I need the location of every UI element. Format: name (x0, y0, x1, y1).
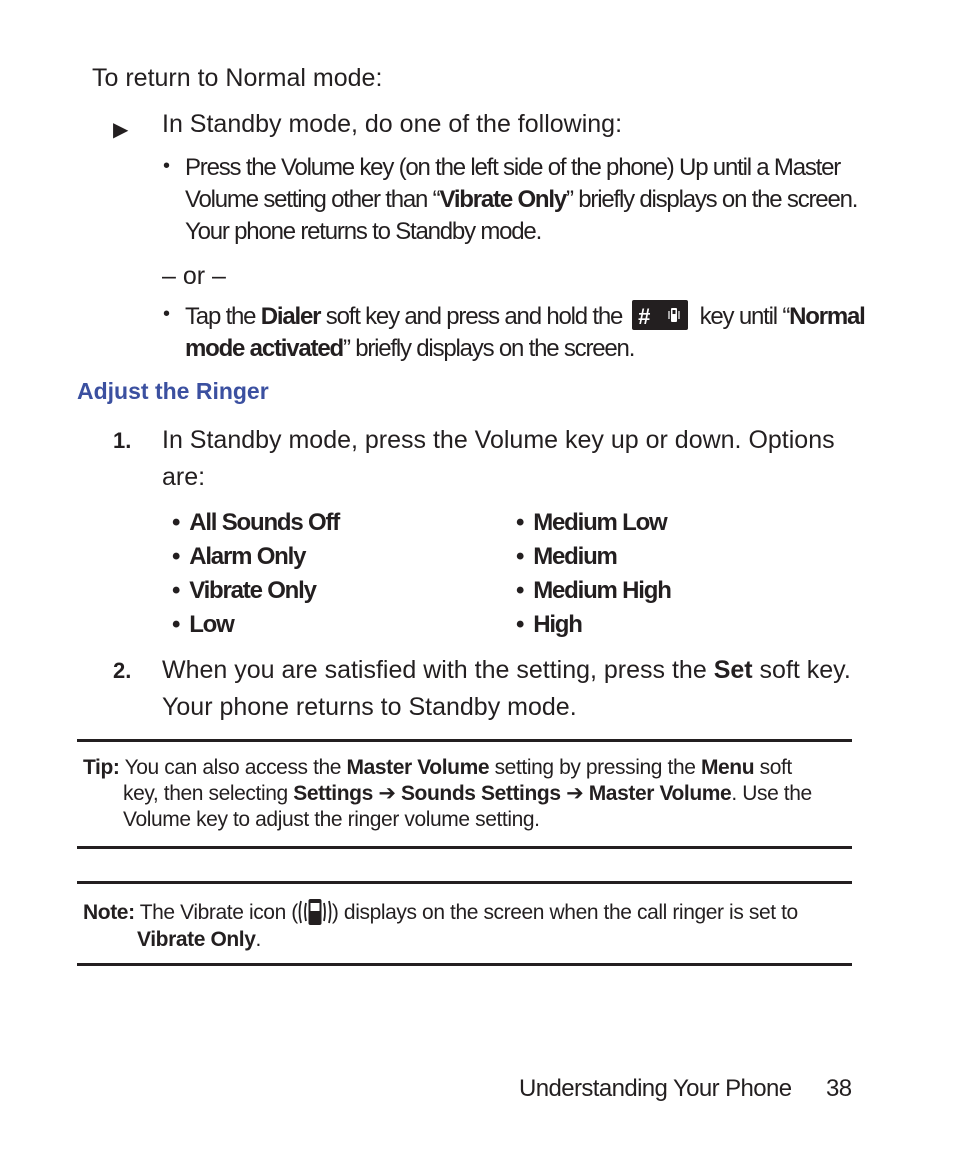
or-separator: – or – (162, 262, 226, 290)
bullet-icon: • (163, 155, 171, 177)
page-number: 38 (826, 1075, 852, 1102)
options-right-list (516, 509, 671, 645)
step-number: 1. (113, 428, 132, 453)
option-item: • Alarm Only (172, 543, 306, 570)
options-left-list (172, 509, 339, 645)
bold-term: Set (713, 656, 753, 684)
option-item: • Low (172, 611, 234, 638)
tip-bottom-rule (77, 846, 852, 849)
option-item: • Medium High (516, 577, 671, 604)
step-2-text: When you are satisfied with the setting, press the Set soft key. Your phone returns to Standby mode. (162, 656, 851, 721)
bullet-dialer (185, 300, 865, 365)
tip-label: Tip: (83, 756, 120, 779)
bullet-line: Volume setting other than “Vibrate Only” briefly displays on the screen. (185, 186, 858, 213)
option-item: • High (516, 611, 582, 638)
step-1-text: In Standby mode, press the Volume key up or down. Options are: (162, 426, 835, 491)
step-number: 2. (113, 658, 132, 683)
bold-term: Normal (789, 303, 865, 330)
note-top-rule (77, 881, 852, 884)
option-item: • Vibrate Only (172, 577, 316, 604)
note-label: Note: (83, 901, 135, 924)
vibrate-icon (298, 897, 332, 927)
bold-term: Dialer (260, 303, 321, 330)
step-instruction: In Standby mode, do one of the following: (162, 110, 623, 138)
bold-term: mode activated (185, 335, 343, 362)
option-item: • Medium Low (516, 509, 667, 536)
bullet-line: mode activated” briefly displays on the screen. (185, 335, 635, 362)
footer-section-title: Understanding Your Phone (519, 1075, 792, 1102)
step-arrow-icon: ▶ (113, 119, 129, 141)
option-item: • Medium (516, 543, 617, 570)
hash-vibrate-key-icon: # (632, 300, 688, 330)
bullet-icon: • (163, 303, 171, 325)
arrow-right-icon: ➔ (566, 782, 584, 805)
arrow-right-icon: ➔ (378, 782, 396, 805)
tip-top-rule (77, 739, 852, 742)
bullet-line: Press the Volume key (on the left side of the phone) Up until a Master (185, 154, 841, 181)
note-bottom-rule (77, 963, 852, 966)
section-heading: Adjust the Ringer (77, 378, 269, 404)
bold-term: Vibrate Only (439, 186, 566, 213)
bullet-line: Tap the Dialer soft key and press and hold the # key until “Normal (185, 300, 865, 333)
bullet-volume-key (185, 152, 857, 248)
tip-box: Tip: You can also access the Master Volume setting by pressing the Menu soft key, then selecting Settings ➔ Sounds Settings ➔ Master Volume. Use the Volume key to adjust the ringer volume setting. (83, 756, 812, 831)
bullet-line: Your phone returns to Standby mode. (185, 218, 542, 245)
note-box: Note: The Vibrate icon ( ) displays on the screen when the call ringer is set to Vibrate Only. (83, 897, 798, 953)
intro-text: To return to Normal mode: (92, 64, 383, 92)
option-item: • All Sounds Off (172, 509, 340, 536)
